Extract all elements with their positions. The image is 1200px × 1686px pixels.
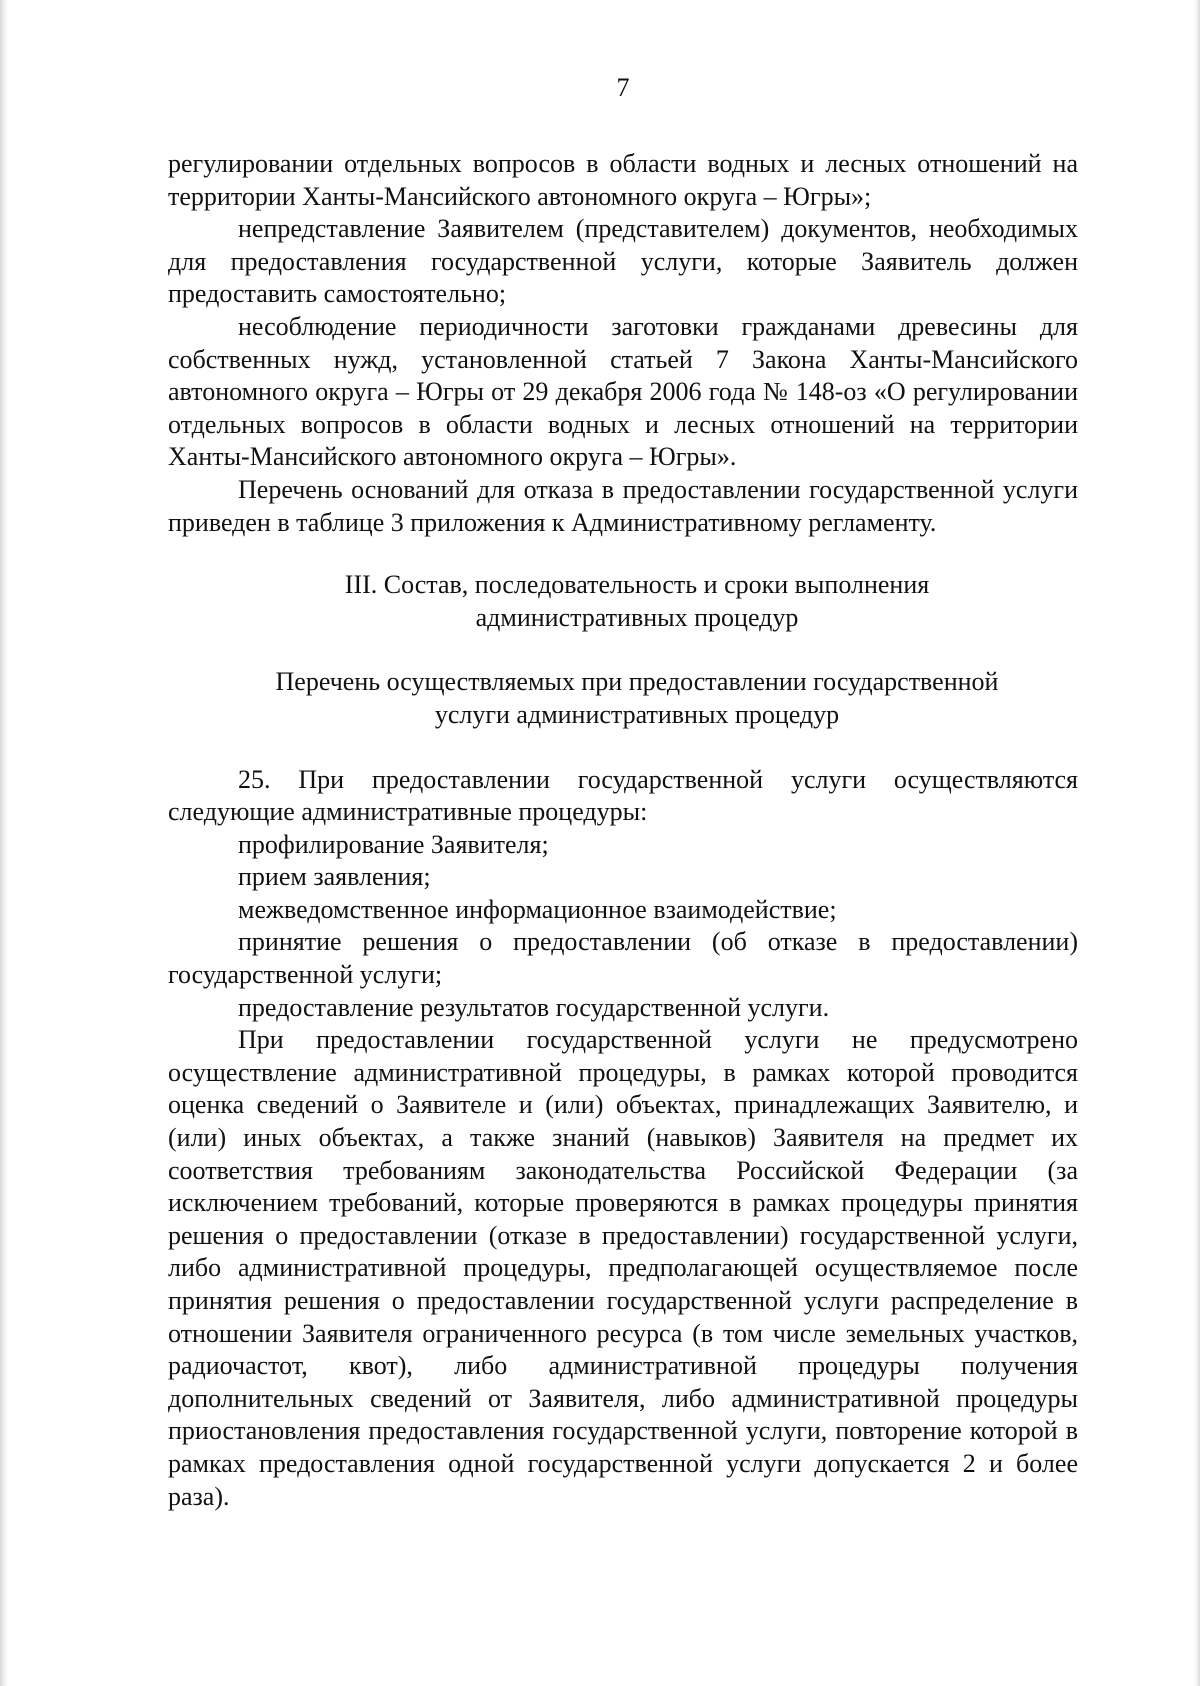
paragraph-non-compliance: несоблюдение периодичности заготовки гражданами древесины для собственных нужд, установленной статьей 7 Закона Ханты-Мансийского автономного округа – Югры от 29 декабря 2006 года № 148-оз «О регулировании отдельных вопросов в области водных и лесных отношений на территории Ханты-Мансийского автономного округа – Югры». <box>168 311 1078 472</box>
document-body <box>168 148 1078 1513</box>
paragraph-25: 25. При предоставлении государственной услуги осуществляются следующие административные процедуры: <box>168 764 1078 827</box>
page-number: 7 <box>616 73 630 102</box>
section-heading <box>168 569 1078 634</box>
sub-heading-line2: услуги административных процедур <box>434 699 840 729</box>
list-item-decision: принятие решения о предоставлении (об отказе в предоставлении) государственной услуги; <box>168 927 1078 990</box>
sub-heading-line1: Перечень осуществляемых при предоставлении государственной <box>275 667 999 697</box>
paragraph-refusal-grounds: Перечень оснований для отказа в предоставлении государственной услуги приведен в таблице 3 приложения к Административному регламенту. <box>168 474 1078 537</box>
list-item-profiling: профилирование Заявителя; <box>238 829 549 859</box>
paragraph-continuation: регулировании отдельных вопросов в области водных и лесных отношений на территории Ханты-Мансийского автономного округа – Югры»; <box>168 149 1078 211</box>
section-heading-line1: III. Состав, последовательность и сроки выполнения <box>344 570 930 600</box>
list-item-results: предоставление результатов государственной услуги. <box>238 992 830 1022</box>
section-heading-line2: административных процедур <box>475 602 799 632</box>
list-item-interagency: межведомственное информационное взаимодействие; <box>238 894 837 924</box>
scan-edge-left <box>0 0 8 1686</box>
paragraph-not-provided: При предоставлении государственной услуги не предусмотрено осуществление административной процедуры, в рамках которой проводится оценка сведений о Заявителе и (или) объектах, принадлежащих Заявителю, и (или) иных объектах, а также знаний (навыков) Заявителя на предмет их соответствия требованиям законодательства Российской Федерации (за исключением требований, которые проверяются в рамках процедуры принятия решения о предоставлении (отказе в предоставлении) государственной услуги, либо административной процедуры, предполагающей осуществляемое после принятия решения о предоставлении государственной услуги распределение в отношении Заявителя ограниченного ресурса (в том числе земельных участков, радиочастот, квот), либо административной процедуры получения дополнительных сведений от Заявителя, либо административной процедуры приостановления предоставления государственной услуги, повторение которой в рамках предоставления одной государственной услуги допускается 2 и более раза). <box>168 1025 1078 1511</box>
paragraph-non-submission: непредставление Заявителем (представителем) документов, необходимых для предоставления государственной услуги, которые Заявитель должен предоставить самостоятельно; <box>168 214 1078 309</box>
sub-heading <box>168 666 1078 731</box>
list-item-application: прием заявления; <box>238 862 431 892</box>
scan-edge-right <box>1194 0 1200 1686</box>
